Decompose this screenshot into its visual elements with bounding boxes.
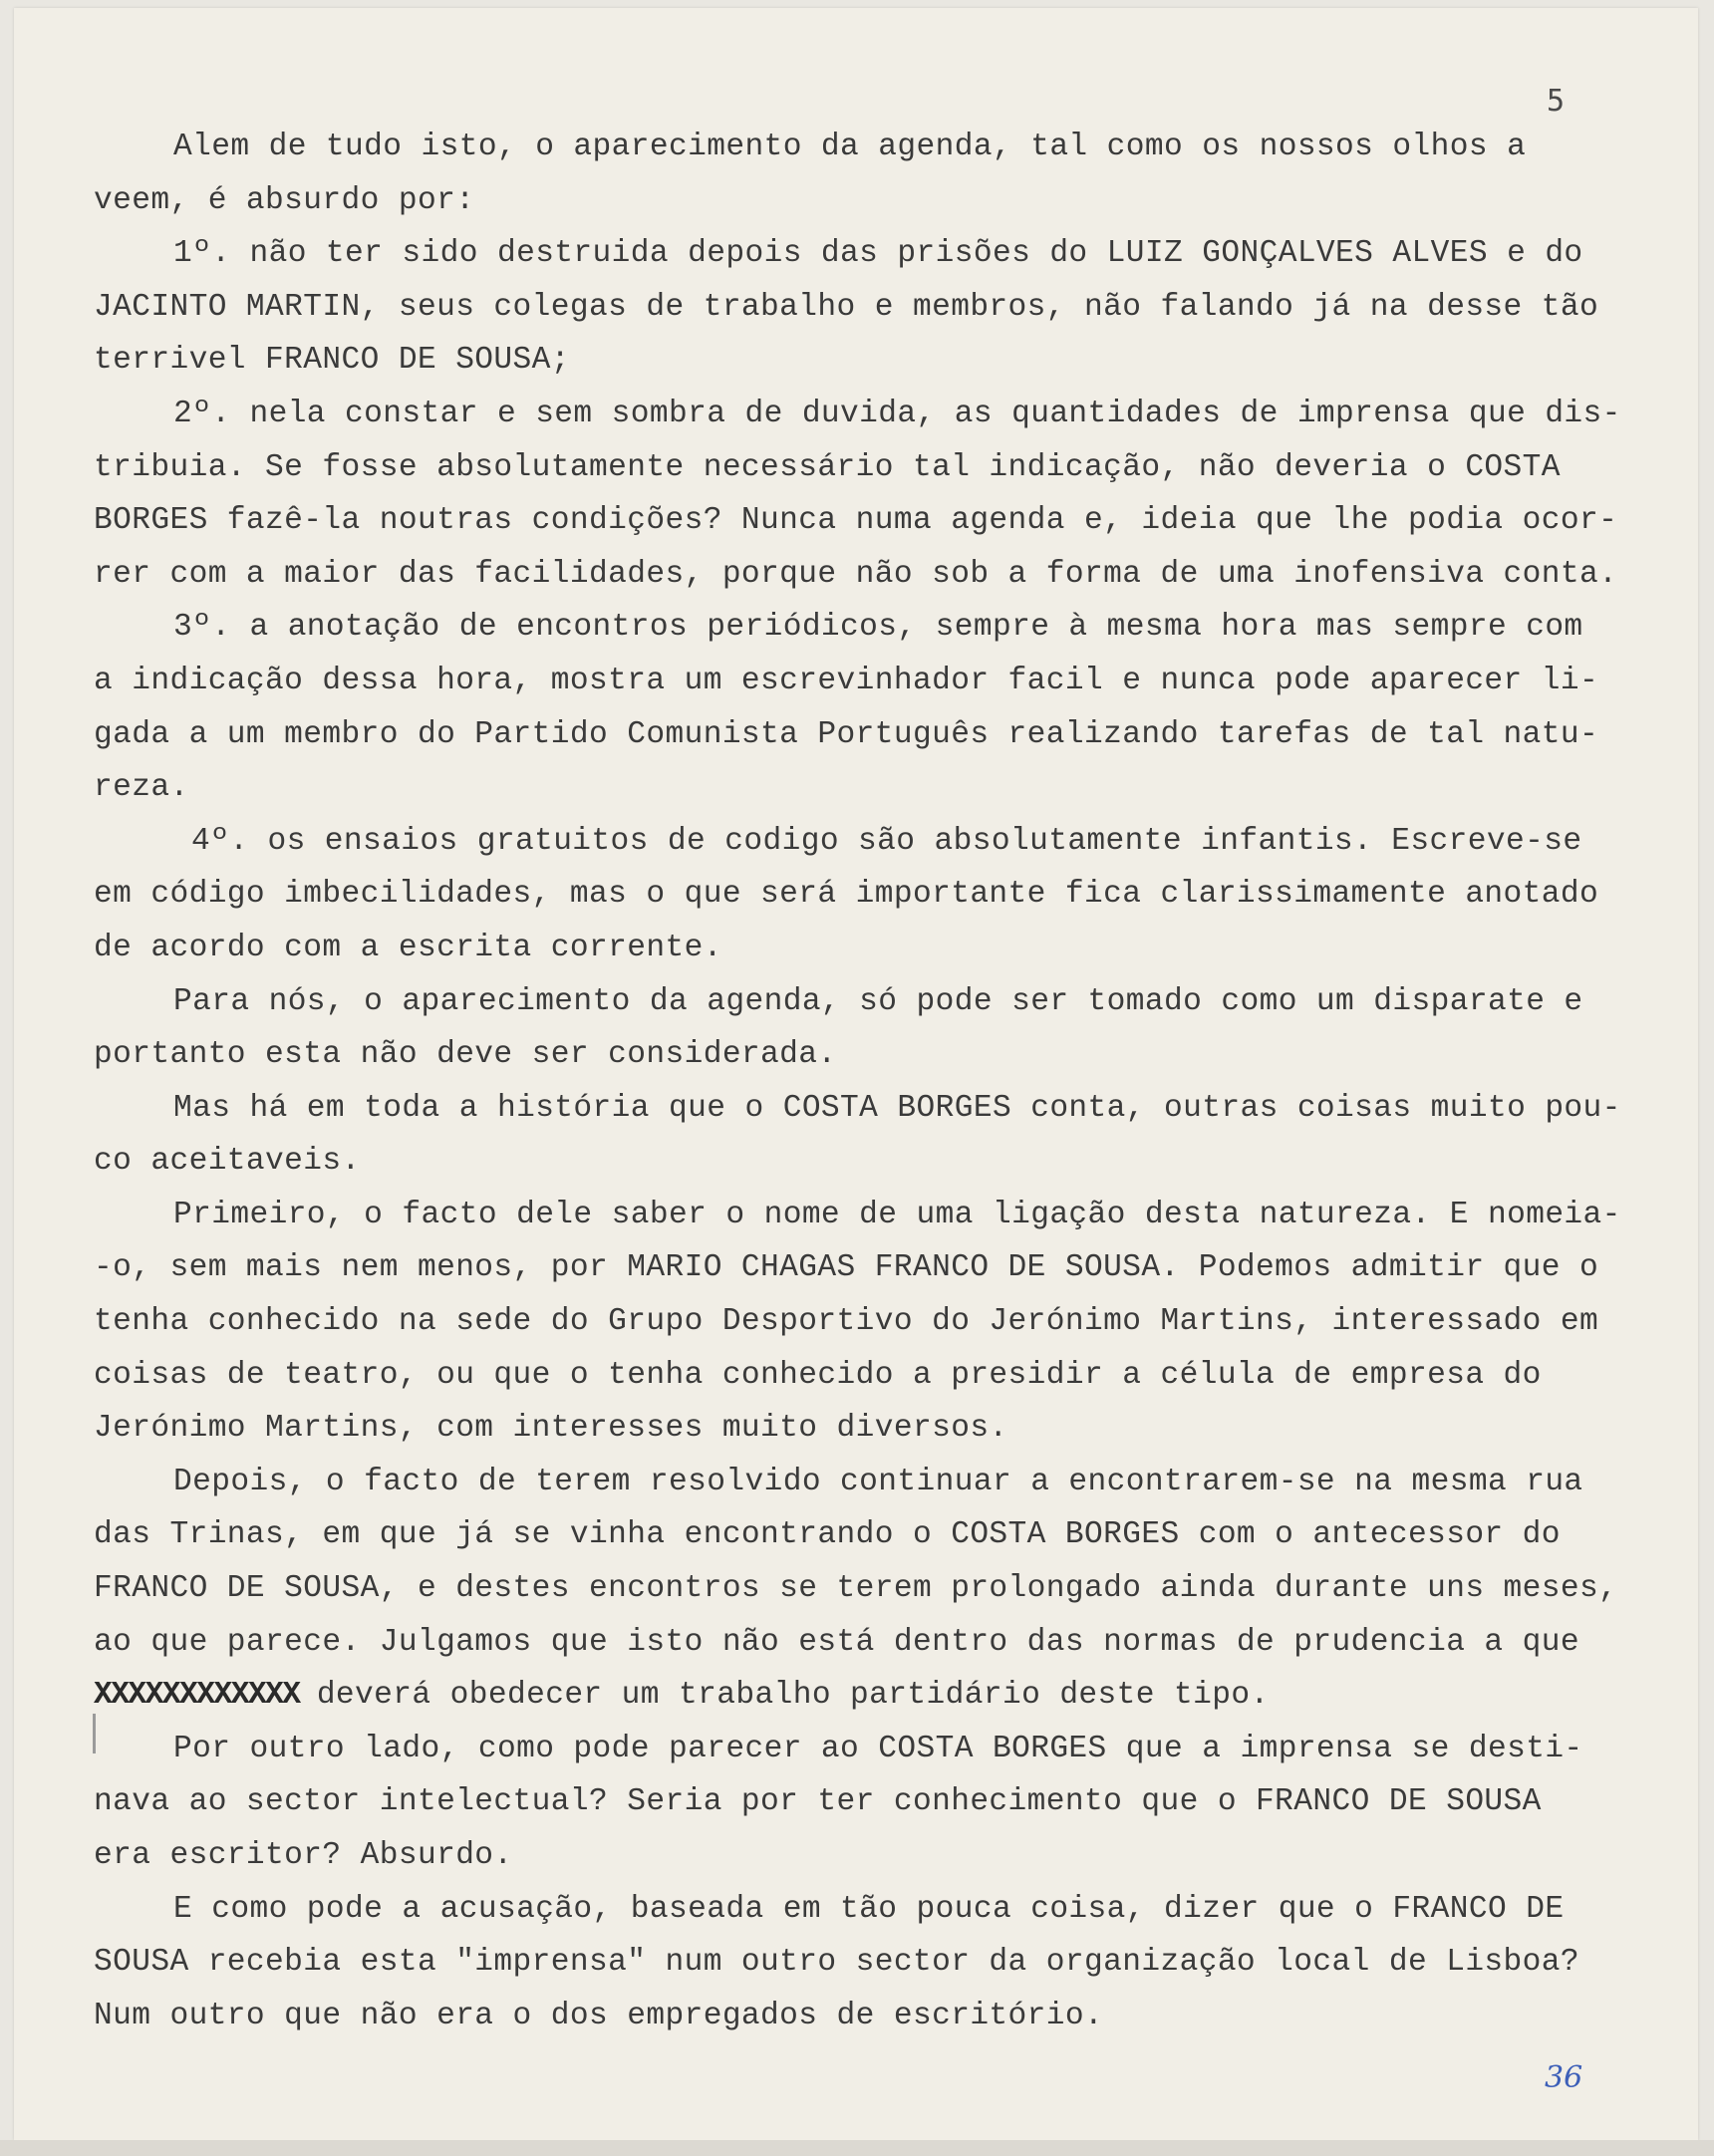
line-text: -o, sem mais nem menos, por MARIO CHAGAS FRANCO DE SOUSA. Podemos admitir que o [94, 1250, 1599, 1286]
line-text: Alem de tudo isto, o aparecimento da agenda, tal como os nossos olhos a [173, 130, 1527, 164]
line-text: JACINTO MARTIN, seus colegas de trabalho e membros, não falando já na desse tão [94, 289, 1599, 325]
line-text: 4º. os ensaios gratuitos de codigo são absolutamente infantis. Escreve-se [191, 823, 1582, 859]
line-text: deverá obedecer um trabalho partidário deste tipo. [316, 1678, 1270, 1714]
text-line [94, 601, 1668, 655]
line-text: de acordo com a escrita corrente. [94, 930, 722, 965]
text-line [94, 1775, 1668, 1829]
text-line [94, 1936, 1668, 1990]
text-line [94, 1562, 1668, 1616]
text-line [94, 334, 1668, 388]
text-line [94, 1616, 1668, 1670]
line-text: era escritor? Absurdo. [94, 1838, 513, 1873]
line-text: Num outro que não era o dos empregados de escritório. [94, 1998, 1104, 2033]
line-text: Mas há em toda a história que o COSTA BORGES conta, outras coisas muito pou- [173, 1090, 1621, 1126]
line-text: co aceitaveis. [94, 1144, 361, 1180]
text-line [94, 922, 1668, 975]
text-line [94, 975, 1668, 1029]
text-line [94, 708, 1668, 762]
text-line [94, 1990, 1668, 2043]
line-text: em código imbecilidades, mas o que será importante fica clarissimamente anotado [94, 877, 1599, 913]
text-line [94, 1723, 1668, 1776]
line-text: Para nós, o aparecimento da agenda, só pode ser tomado como um disparate e [173, 983, 1583, 1019]
text-line [94, 281, 1668, 335]
text-line [94, 388, 1668, 441]
text-line [94, 227, 1668, 281]
text-line [94, 1829, 1668, 1883]
line-text: tribuia. Se fosse absolutamente necessário tal indicação, não deveria o COSTA [94, 449, 1561, 485]
margin-pencil-mark [93, 1714, 96, 1753]
line-text: rer com a maior das facilidades, porque não sob a forma de uma inofensiva conta. [94, 556, 1618, 592]
text-line [94, 1456, 1668, 1509]
text-line [94, 174, 1668, 228]
line-text: SOUSA recebia esta "imprensa" num outro sector da organização local de Lisboa? [94, 1945, 1580, 1981]
text-line [94, 1295, 1668, 1349]
text-line [94, 1508, 1668, 1562]
line-text: FRANCO DE SOUSA, e destes encontros se terem prolongado ainda durante uns meses, [94, 1571, 1618, 1607]
text-line [94, 121, 1668, 174]
line-text: Jerónimo Martins, com interesses muito diversos. [94, 1411, 1008, 1447]
text-line [94, 1349, 1668, 1403]
text-line [94, 1082, 1668, 1136]
text-line [94, 1669, 1668, 1723]
line-text: portanto esta não deve ser considerada. [94, 1037, 837, 1073]
line-text: Depois, o facto de terem resolvido continuar a encontrarem-se na mesma rua [173, 1464, 1583, 1499]
line-text: 1º. não ter sido destruida depois das prisões do LUIZ GONÇALVES ALVES e do [173, 236, 1583, 272]
scan-background-edge [0, 2140, 1714, 2156]
line-text: das Trinas, em que já se vinha encontrando o COSTA BORGES com o antecessor do [94, 1517, 1561, 1553]
line-text: reza. [94, 770, 189, 806]
text-line [94, 815, 1668, 869]
line-text: 2º. nela constar e sem sombra de duvida, as quantidades de imprensa que dis- [173, 396, 1621, 431]
handwritten-folio-number: 36 [1545, 2060, 1583, 2095]
struck-out-text: XXXXXXXXXXXX [94, 1678, 317, 1714]
text-line [94, 1241, 1668, 1295]
page-number: 5 [1547, 84, 1566, 119]
line-text: veem, é absurdo por: [94, 182, 475, 218]
text-line [94, 1402, 1668, 1456]
line-text: gada a um membro do Partido Comunista Português realizando tarefas de tal natu- [94, 716, 1599, 752]
text-line [94, 1189, 1668, 1242]
line-text: Primeiro, o facto dele saber o nome de uma ligação desta natureza. E nomeia- [173, 1197, 1621, 1232]
line-text: 3º. a anotação de encontros periódicos, sempre à mesma hora mas sempre com [173, 610, 1583, 646]
text-line [94, 494, 1668, 548]
line-text: BORGES fazê-la noutras condições? Nunca numa agenda e, ideia que lhe podia ocor- [94, 503, 1618, 539]
line-text: E como pode a acusação, baseada em tão pouca coisa, dizer que o FRANCO DE [173, 1891, 1565, 1927]
text-line [94, 548, 1668, 602]
line-text: coisas de teatro, ou que o tenha conhecido a presidir a célula de empresa do [94, 1357, 1542, 1393]
text-line [94, 868, 1668, 922]
line-text: nava ao sector intelectual? Seria por ter conhecimento que o FRANCO DE SOUSA [94, 1784, 1542, 1820]
line-text: ao que parece. Julgamos que isto não está dentro das normas de prudencia a que [94, 1624, 1580, 1660]
text-line [94, 761, 1668, 815]
text-line [94, 441, 1668, 495]
line-text: terrivel FRANCO DE SOUSA; [94, 343, 570, 379]
text-line [94, 1028, 1668, 1082]
typewritten-body [94, 121, 1668, 2042]
line-text: tenha conhecido na sede do Grupo Desportivo do Jerónimo Martins, interessado em [94, 1304, 1599, 1340]
text-line [94, 1883, 1668, 1937]
text-line [94, 1135, 1668, 1189]
line-text: a indicação dessa hora, mostra um escrevinhador facil e nunca pode aparecer li- [94, 663, 1599, 698]
line-text: Por outro lado, como pode parecer ao COSTA BORGES que a imprensa se desti- [173, 1731, 1583, 1766]
text-line [94, 655, 1668, 708]
